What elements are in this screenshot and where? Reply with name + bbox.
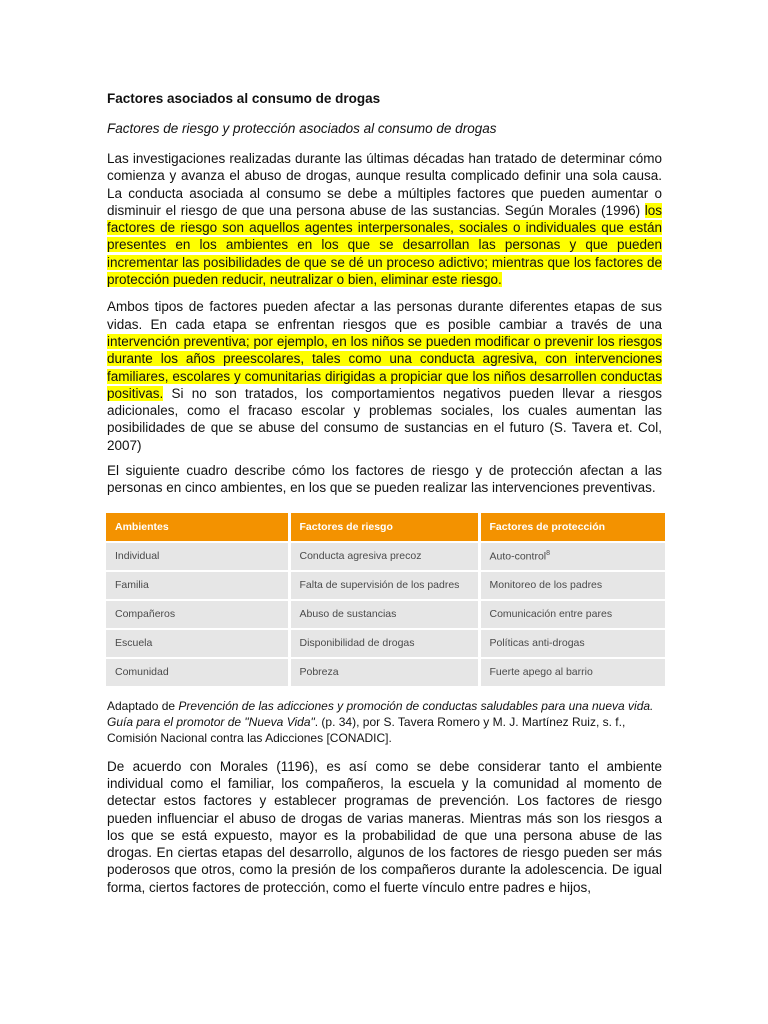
table-cell: Familia <box>106 571 289 600</box>
table-cell: Falta de supervisión de los padres <box>289 571 479 600</box>
table-row <box>106 658 665 686</box>
table-header-factores-riesgo: Factores de riesgo <box>289 513 479 542</box>
table-cell: Compañeros <box>106 600 289 629</box>
paragraph-1 <box>107 150 662 288</box>
document-title: Factores asociados al consumo de drogas <box>107 91 381 106</box>
paragraph-4: De acuerdo con Morales (1196), es así como se debe considerar tanto el ambiente individual como el familiar, los compañeros, la escuela y la comunidad al momento de detectar estos factores y establecer programas de prevención. Los factores de riesgo pueden influenciar el abuso de drogas de varias maneras. Mientras más son los riesgos a los que se está expuesto, mayor es la probabilidad de que una persona abuse de las drogas. En ciertas etapas del desarrollo, algunos de los factores de riesgo pueden ser más poderosos que otros, como la presión de los compañeros durante la adolescencia. De igual forma, ciertos factores de protección, como el fuerte vínculo entre padres e hijos, <box>107 758 662 895</box>
table-row <box>106 600 665 629</box>
risk-protection-table <box>106 513 665 686</box>
table-cell: Monitoreo de los padres <box>479 571 665 600</box>
table-cell: Disponibilidad de drogas <box>289 629 479 658</box>
table-row <box>106 629 665 658</box>
footnote-marker: 8 <box>546 549 551 557</box>
table-header-ambientes: Ambientes <box>106 513 289 542</box>
paragraph-2-text-start: Ambos tipos de factores pueden afectar a las personas durante diferentes etapas de sus vidas. En cada etapa se enfrentan riesgos que es posible cambiar a través de una <box>107 299 662 332</box>
table-cell: Comunicación entre pares <box>479 600 665 629</box>
paragraph-1-highlight: los factores de riesgo son aquellos agentes interpersonales, sociales o individuales que están presentes en los ambientes en los que se desarrollan las personas y que pueden incrementar las posibilidades de que se dé un proceso adictivo; mientras que los factores de protección pueden reducir, neutralizar o bien, eliminar este riesgo. <box>107 202 662 288</box>
paragraph-2-highlight: intervención preventiva; por ejemplo, en los niños se pueden modificar o prevenir los riesgos durante los años preescolares, tales como una conducta agresiva, con intervenciones familiares, escolares y comunitarias dirigidas a propiciar que los niños desarrollen conductas positivas. <box>107 333 662 401</box>
table-header-row <box>106 513 665 542</box>
table-cell: Escuela <box>106 629 289 658</box>
table-cell: Comunidad <box>106 658 289 686</box>
table-row <box>106 542 665 571</box>
paragraph-2 <box>107 298 662 454</box>
caption-prefix: Adaptado de <box>107 698 179 713</box>
table-cell: Pobreza <box>289 658 479 686</box>
table-caption <box>107 698 662 746</box>
paragraph-1-text: Las investigaciones realizadas durante las últimas décadas han tratado de determinar cómo comienza y avanza el abuso de drogas, aunque resulta complicado definir una sola causa. La conducta asociada al consumo se debe a múltiples factores que pueden aumentar o disminuir el riesgo de que una persona abuse de las sustancias. Según Morales (1996) <box>107 151 662 218</box>
table-cell <box>479 542 665 571</box>
table-cell: Conducta agresiva precoz <box>289 542 479 571</box>
caption-source-title: Prevención de las adicciones y promoción de conductas saludables para una nueva vida. Guía para el promotor de "Nueva Vida" <box>107 698 654 729</box>
caption-suffix: . (p. 34), por S. Tavera Romero y M. J. Martínez Ruiz, s. f., Comisión Nacional contra las Adicciones [CONADIC]. <box>107 714 626 745</box>
table-header-factores-proteccion: Factores de protección <box>479 513 665 542</box>
paragraph-2-text-end: Si no son tratados, los comportamientos negativos pueden llevar a riesgos adicionales, como el fracaso escolar y problemas sociales, los cuales aumentan las posibilidades de que se abuse del consumo de sustancias en el futuro (S. Tavera et. Col, 2007) <box>107 385 662 453</box>
table-cell: Individual <box>106 542 289 571</box>
paragraph-3: El siguiente cuadro describe cómo los factores de riesgo y de protección afectan a las personas en cinco ambientes, en los que se pueden realizar las intervenciones preventivas. <box>107 463 662 496</box>
table-cell-text: Auto-control <box>489 550 547 563</box>
table-cell: Fuerte apego al barrio <box>479 658 665 686</box>
table-row <box>106 571 665 600</box>
table-cell: Abuso de sustancias <box>289 600 479 629</box>
document-page <box>107 90 662 896</box>
document-subtitle: Factores de riesgo y protección asociados al consumo de drogas <box>107 121 497 136</box>
table-cell: Políticas anti-drogas <box>479 629 665 658</box>
